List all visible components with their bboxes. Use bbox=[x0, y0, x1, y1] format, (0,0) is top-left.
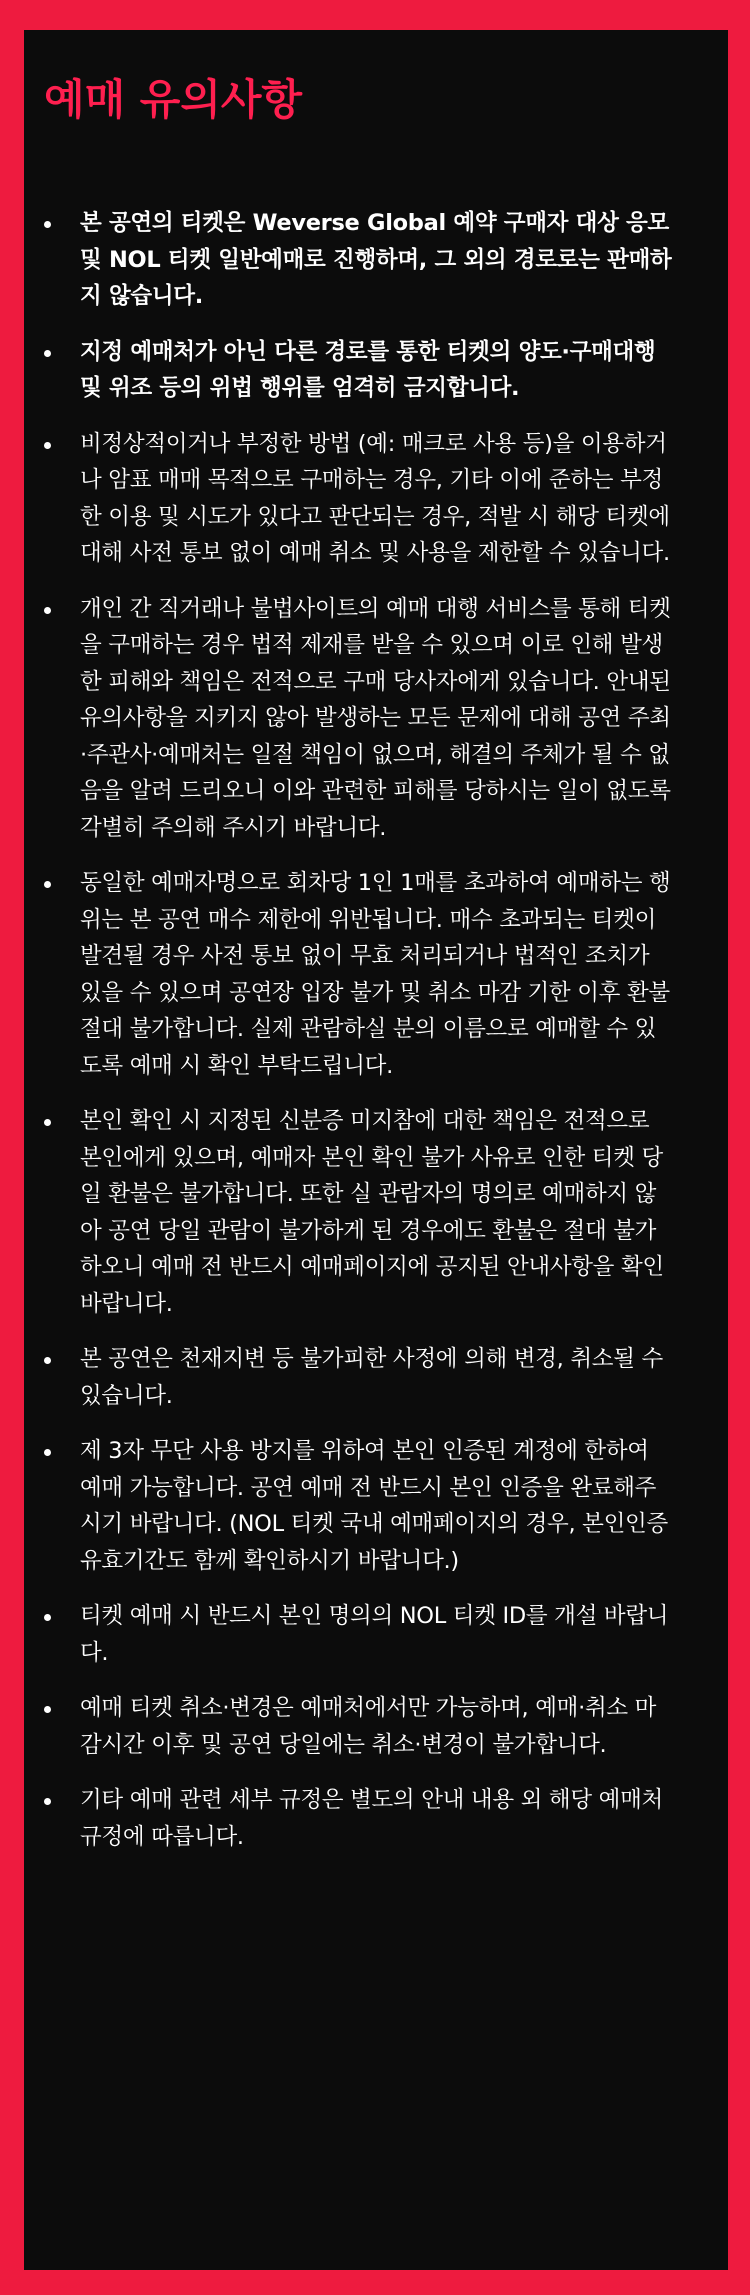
notice-text: 본 공연의 티켓은 Weverse Global 예약 구매자 대상 응모 및 NOL 티켓 일반예매로 진행하며, 그 외의 경로로는 판매하지 않습니다. bbox=[80, 210, 672, 309]
notice-text: 개인 간 직거래나 불법사이트의 예매 대행 서비스를 통해 티켓을 구매하는 경우 법적 제재를 받을 수 있으며 이로 인해 발생한 피해와 책임은 전적으로 구매 당사자에게 있습니다. 안내된 유의사항을 지키지 않아 발생하는 모든 문제에 대해 공연 주최·주관사·예매처는 일절 책임이 없으며, 해결의 주체가 될 수 없음을 알려 드리오니 이와 관련한 피해를 당하시는 일이 없도록 각별히 주의해 주시기 바랍니다. bbox=[80, 595, 671, 841]
notice-text: 지정 예매처가 아닌 다른 경로를 통한 티켓의 양도·구매대행 및 위조 등의 위법 행위를 엄격히 금지합니다. bbox=[80, 338, 656, 401]
notice-list bbox=[44, 205, 674, 1874]
notice-item-2 bbox=[44, 334, 674, 407]
notice-text: 비정상적이거나 부정한 방법 (예: 매크로 사용 등)을 이용하거나 암표 매매 목적으로 구매하는 경우, 기타 이에 준하는 부정한 이용 및 시도가 있다고 판단되는 경우, 적발 시 해당 티켓에 대해 사전 통보 없이 예매 취소 및 사용을 제한할 수 있습니다. bbox=[80, 430, 670, 566]
notice-text: 티켓 예매 시 반드시 본인 명의의 NOL 티켓 ID를 개설 바랍니다. bbox=[80, 1603, 669, 1666]
notice-text: 제 3자 무단 사용 방지를 위하여 본인 인증된 계정에 한하여 예매 가능합니다. 공연 예매 전 반드시 본인 인증을 완료해주시기 바랍니다. (NOL 티켓 국내 예매페이지의 경우, 본인인증 유효기간도 함께 확인하시기 바랍니다.) bbox=[80, 1438, 668, 1574]
notice-item-11 bbox=[44, 1782, 674, 1855]
notice-text: 본인 확인 시 지정된 신분증 미지참에 대한 책임은 전적으로 본인에게 있으며, 예매자 본인 확인 불가 사유로 인한 티켓 당일 환불은 불가합니다. 또한 실 관람자의 명의로 예매하지 않아 공연 당일 관람이 불가하게 된 경우에도 환불은 절대 불가하오니 예매 전 반드시 예매페이지에 공지된 안내사항을 확인바랍니다. bbox=[80, 1108, 664, 1317]
notice-item-6 bbox=[44, 1103, 674, 1322]
notice-item-1 bbox=[44, 205, 674, 315]
notice-item-5 bbox=[44, 865, 674, 1084]
notice-text: 기타 예매 관련 세부 규정은 별도의 안내 내용 외 해당 예매처 규정에 따릅니다. bbox=[80, 1787, 663, 1850]
notice-text: 본 공연은 천재지변 등 불가피한 사정에 의해 변경, 취소될 수 있습니다. bbox=[80, 1346, 663, 1409]
notice-item-3 bbox=[44, 426, 674, 572]
notice-item-8 bbox=[44, 1433, 674, 1579]
page-title: 예매 유의사항 bbox=[44, 75, 303, 124]
notice-item-7 bbox=[44, 1341, 674, 1414]
notice-item-9 bbox=[44, 1598, 674, 1671]
notice-text: 동일한 예매자명으로 회차당 1인 1매를 초과하여 예매하는 행위는 본 공연 매수 제한에 위반됩니다. 매수 초과되는 티켓이 발견될 경우 사전 통보 없이 무효 처리되거나 법적인 조치가 있을 수 있으며 공연장 입장 불가 및 취소 마감 기한 이후 환불 절대 불가합니다. 실제 관람하실 분의 이름으로 예매할 수 있도록 예매 시 확인 부탁드립니다. bbox=[80, 870, 671, 1079]
notice-text: 예매 티켓 취소·변경은 예매처에서만 가능하며, 예매·취소 마감시간 이후 및 공연 당일에는 취소·변경이 불가합니다. bbox=[80, 1695, 657, 1758]
notice-item-4 bbox=[44, 591, 674, 847]
notice-item-10 bbox=[44, 1690, 674, 1763]
